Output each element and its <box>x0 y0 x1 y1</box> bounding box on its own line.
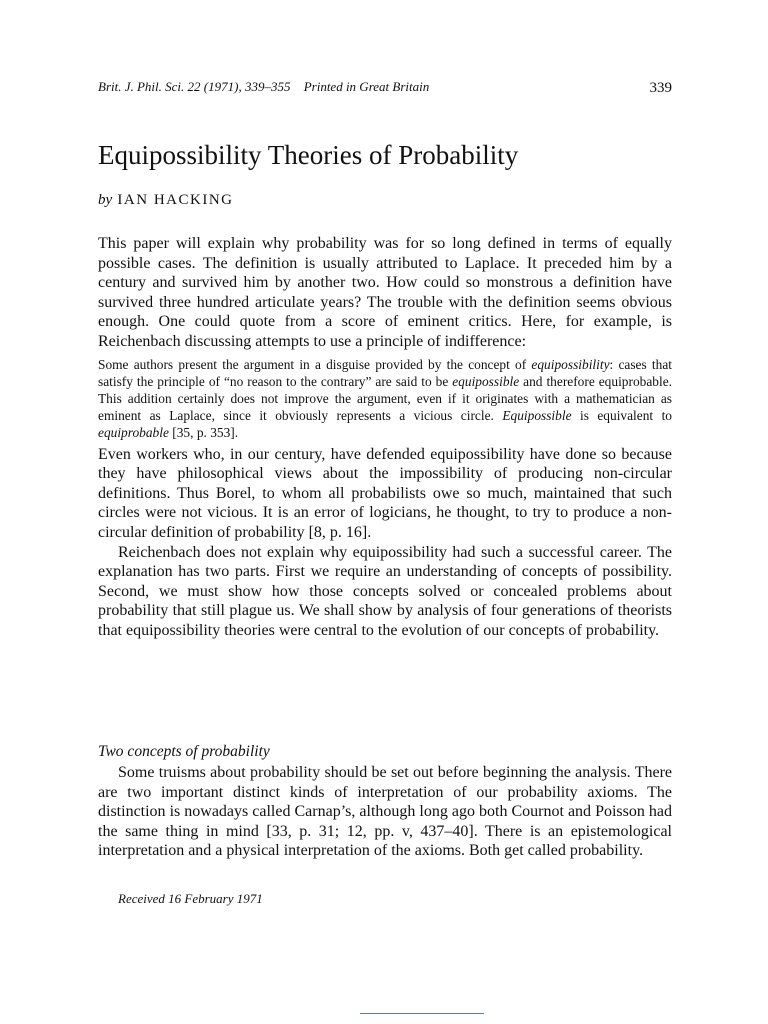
author-by: by <box>98 192 113 208</box>
paper-title: Equipossibility Theories of Probability <box>98 140 519 170</box>
block-quote-reichenbach <box>98 356 672 441</box>
paragraph-truisms: Some truisms about probability should be set out before beginning the analysis. There are two important distinct kinds of interpretation of our probability axioms. The distinction is nowadays called Carnap’s, although long ago both Cournot and Poisson had the same thing in mind [33, p. 31; 12, pp. v, 437–40]. There is an epistemological interpretation and a physical interpretation of the axioms. Both get called probability. <box>98 764 672 860</box>
received-date: Received 16 February 1971 <box>118 891 263 906</box>
quote-text-2: : cases that satisfy the principle of “no reason to the contrary” are said to be <box>98 356 673 389</box>
main-text-block <box>98 234 672 641</box>
paragraph-borel: Even workers who, in our century, have defended equipossibility have done so because they have philosophical views about the impossibility of producing non-circular definitions. Thus Borel, to whom all probabilists owe so much, maintained that such circles were not vicious. It is an error of logicians, he thought, to try to produce a non-circular definition of probability [8, p. 16]. <box>98 445 672 541</box>
printed-note: Printed in Great Britain <box>303 79 430 94</box>
footer-link-line[interactable] <box>360 1013 484 1014</box>
paper-page <box>98 0 672 1024</box>
author-line <box>98 192 234 209</box>
quote-text-3: and therefore equiprobable. This addition certainly does not improve the argument, even if it originates with a mathematician as eminent as Laplace, since it obviously represents a vicious circle. <box>98 373 672 423</box>
quote-text-4: is equivalent to <box>571 407 672 423</box>
quote-emph-2: equipossible <box>452 373 520 389</box>
quote-text-1: Some authors present the argument in a disguise provided by the concept of <box>98 356 532 372</box>
paragraph-intro: This paper will explain why probability was for so long defined in terms of equally possible cases. The definition is usually attributed to Laplace. It preceded him by a century and survived him by another two. How could so monstrous a definition have survived three hundred articulate years? The trouble with the definition seems obvious enough. One could quote from a score of eminent critics. Here, for example, is Reichenbach discussing attempts to use a principle of indifference: <box>98 235 672 350</box>
page-number: 339 <box>649 80 672 96</box>
quote-emph-1: equipossibility <box>531 356 610 372</box>
quote-emph-3: Equipossible <box>502 407 572 423</box>
quote-emph-4: equiprobable <box>98 424 169 440</box>
paragraph-reichenbach: Reichenbach does not explain why equipossibility had such a successful career. The explanation has two parts. First we require an understanding of concepts of possibility. Second, we must show how those concepts solved or concealed problems about probability that still plague us. We shall show by analysis of four generations of theorists that equipossibility theories were central to the evolution of our concepts of probability. <box>98 543 672 639</box>
quote-text-5: [35, p. 353]. <box>168 424 239 440</box>
section-text-block <box>98 763 672 861</box>
running-header <box>98 78 672 96</box>
section-heading: Two concepts of probability <box>98 743 270 760</box>
author-name: IAN HACKING <box>117 192 234 208</box>
journal-citation: Brit. J. Phil. Sci. 22 (1971), 339–355 <box>98 79 291 94</box>
